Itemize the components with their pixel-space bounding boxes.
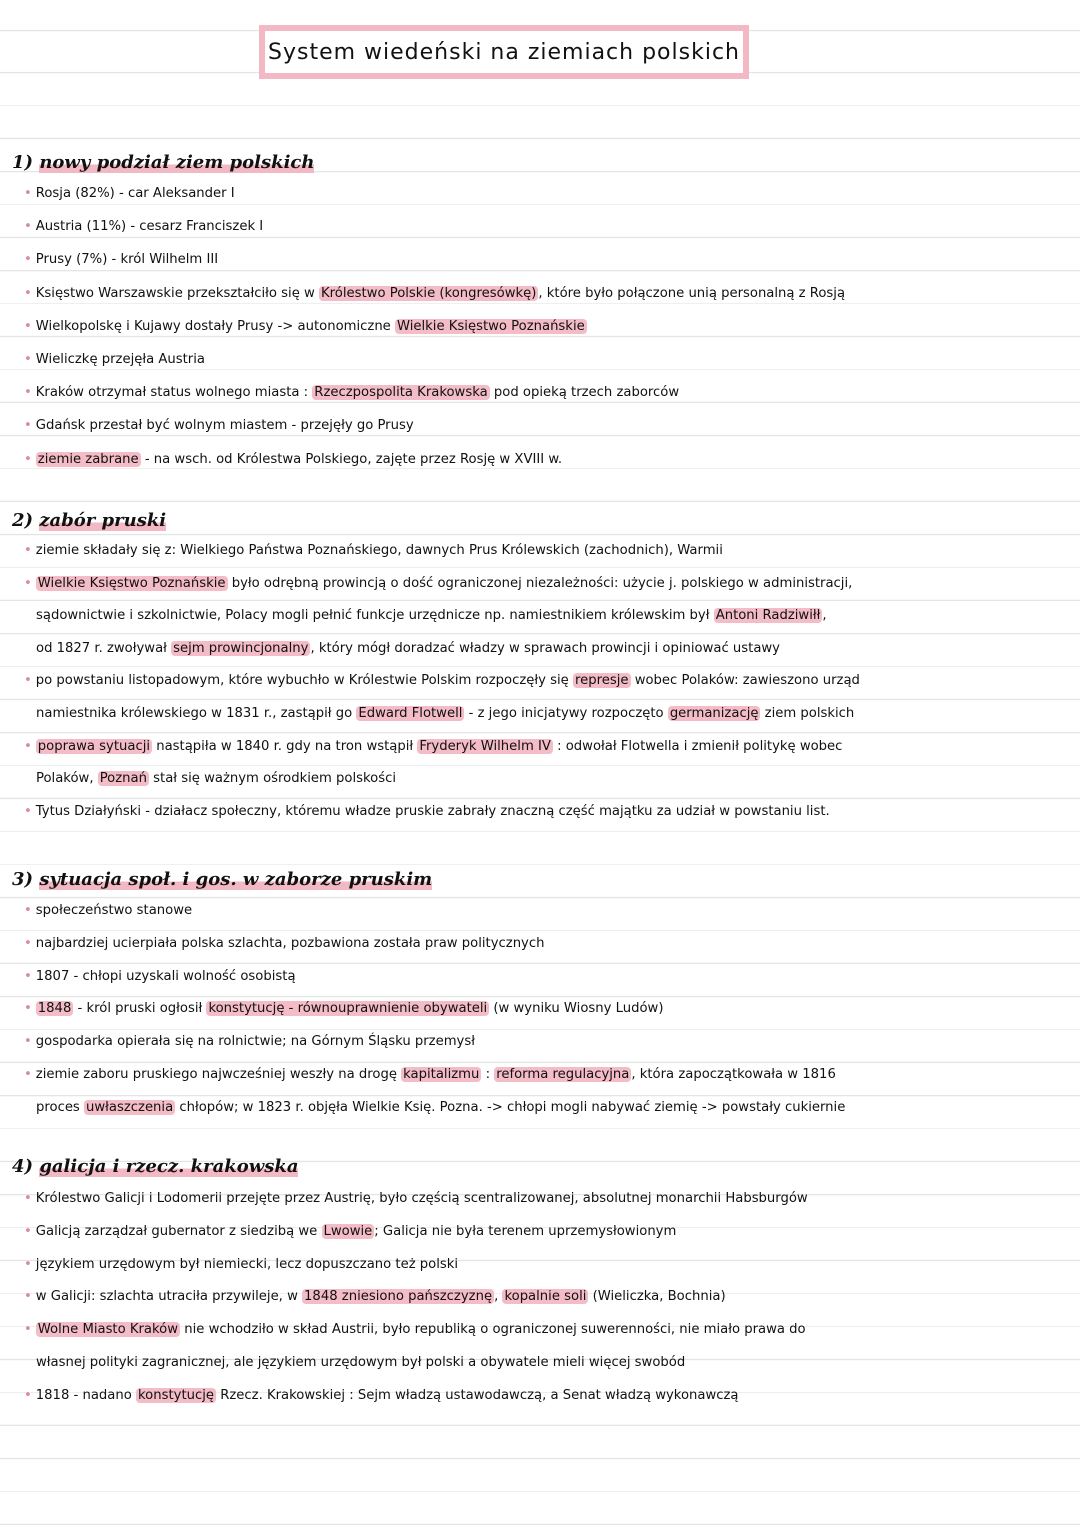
- line-text: stał się ważnym ośrodkiem polskości: [148, 771, 397, 786]
- bullet-icon: •: [24, 252, 32, 267]
- section-number: 2): [12, 510, 40, 531]
- line-text: nie wchodziło w skład Austrii, było republiką o ograniczonej suwerenności, nie miało prawa do: [180, 1322, 806, 1337]
- section-heading: [12, 152, 314, 173]
- line-text: Tytus Działyński - działacz społeczny, któremu władze pruskie zabrały znaczną część majątku za udział w powstaniu list.: [35, 804, 830, 819]
- bullet-icon: •: [24, 352, 32, 367]
- bullet-icon: •: [24, 1388, 32, 1403]
- note-line: [24, 934, 544, 954]
- highlighted-term: Wolne Miasto Kraków: [37, 1322, 179, 1337]
- bullet-icon: •: [24, 186, 32, 201]
- line-text: było odrębną prowincją o dość ograniczonej niezależności: użycie j. polskiego w administracji,: [227, 576, 853, 591]
- note-line: [24, 1189, 808, 1209]
- highlighted-term: reforma regulacyjna: [496, 1067, 630, 1082]
- highlighted-term: sejm prowincjonalny: [173, 641, 309, 656]
- note-line: [24, 1287, 726, 1307]
- note-line: [24, 1386, 739, 1406]
- note-line: [24, 450, 562, 470]
- line-text: proces: [36, 1100, 84, 1115]
- note-line: [24, 1032, 475, 1052]
- line-text: ,: [822, 608, 827, 623]
- note-line: [24, 383, 679, 403]
- line-text: sądownictwie i szkolnictwie, Polacy mogli pełnić funkcje urzędnicze np. namiestnikiem królewskim był: [36, 608, 714, 623]
- note-line: [36, 639, 780, 659]
- line-text: ziem polskich: [760, 706, 855, 721]
- line-text: 1818 - nadano: [35, 1388, 136, 1403]
- highlighted-term: Poznań: [99, 771, 147, 786]
- line-text: nastąpiła w 1840 r. gdy na tron wstąpił: [152, 739, 418, 754]
- line-text: (Wieliczka, Bochnia): [588, 1289, 726, 1304]
- line-text: Kraków otrzymał status wolnego miasta :: [35, 385, 313, 400]
- section-number: 3): [12, 869, 40, 890]
- note-line: [24, 1320, 806, 1340]
- note-line: [24, 671, 860, 691]
- line-text: Gdańsk przestał być wolnym miastem - przejęły go Prusy: [35, 418, 414, 433]
- line-text: Królestwo Galicji i Lodomerii przejęte przez Austrię, było częścią scentralizowanej, absolutnej monarchii Habsburgów: [35, 1191, 808, 1206]
- note-line: [36, 606, 827, 626]
- line-text: , które było połączone unią personalną z Rosją: [538, 286, 846, 301]
- line-text: Polaków,: [36, 771, 98, 786]
- section-number: 4): [12, 1156, 40, 1177]
- section-title: galicja i rzecz. krakowska: [39, 1156, 299, 1177]
- bullet-icon: •: [24, 1289, 32, 1304]
- note-line: [24, 217, 263, 237]
- line-text: , który mógł doradzać władzy w sprawach prowincji i opiniować ustawy: [310, 641, 780, 656]
- line-text: Rosja (82%) - car Aleksander I: [35, 186, 235, 201]
- note-line: [24, 1065, 836, 1085]
- bullet-icon: •: [24, 286, 32, 301]
- line-text: Galicją zarządzał gubernator z siedzibą we: [35, 1224, 322, 1239]
- bullet-icon: •: [24, 1034, 32, 1049]
- bullet-icon: •: [24, 576, 32, 591]
- highlighted-term: Edward Flotwell: [358, 706, 463, 721]
- highlighted-term: kopalnie soli: [504, 1289, 587, 1304]
- line-text: - król pruski ogłosił: [73, 1001, 207, 1016]
- note-line: [36, 1353, 685, 1373]
- highlighted-term: konstytucję: [138, 1388, 214, 1403]
- line-text: gospodarka opierała się na rolnictwie; na Górnym Śląsku przemysł: [35, 1034, 475, 1049]
- note-line: [24, 967, 296, 987]
- line-text: Wieliczkę przejęła Austria: [35, 352, 205, 367]
- line-text: najbardziej ucierpiała polska szlachta, pozbawiona została praw politycznych: [35, 936, 545, 951]
- page-title: System wiedeński na ziemiach polskich: [259, 25, 749, 79]
- line-text: wobec Polaków: zawieszono urząd: [630, 673, 860, 688]
- line-text: , która zapoczątkowała w 1816: [631, 1067, 836, 1082]
- note-line: [24, 901, 192, 921]
- line-text: ziemie składały się z: Wielkiego Państwa Poznańskiego, dawnych Prus Królewskich (zachodnich), Warmii: [35, 543, 723, 558]
- highlighted-term: Fryderyk Wilhelm IV: [419, 739, 551, 754]
- section-heading: [12, 869, 432, 890]
- bullet-icon: •: [24, 1191, 32, 1206]
- note-line: [24, 250, 218, 270]
- note-line: [24, 737, 842, 757]
- line-text: Wielkopolskę i Kujawy dostały Prusy -> autonomiczne: [35, 319, 395, 334]
- line-text: Prusy (7%) - król Wilhelm III: [35, 252, 219, 267]
- note-line: [24, 416, 414, 436]
- note-line: [36, 1098, 845, 1118]
- section-title: zabór pruski: [39, 510, 167, 531]
- bullet-icon: •: [24, 319, 32, 334]
- line-text: ziemie zaboru pruskiego najwcześniej weszły na drogę: [35, 1067, 402, 1082]
- line-text: językiem urzędowym był niemiecki, lecz dopuszczano też polski: [35, 1257, 459, 1272]
- highlighted-term: Rzeczpospolita Krakowska: [314, 385, 488, 400]
- note-line: [36, 704, 854, 724]
- note-line: [24, 541, 723, 561]
- line-text: od 1827 r. zwoływał: [36, 641, 172, 656]
- note-line: [24, 999, 663, 1019]
- highlighted-term: Wielkie Księstwo Poznańskie: [37, 576, 226, 591]
- note-line: [24, 1222, 676, 1242]
- line-text: Rzecz. Krakowskiej : Sejm władzą ustawodawczą, a Senat władzą wykonawczą: [216, 1388, 739, 1403]
- note-line: [24, 350, 205, 370]
- note-line: [24, 574, 852, 594]
- line-text: - na wsch. od Królestwa Polskiego, zajęte przez Rosję w XVIII w.: [140, 452, 563, 467]
- highlighted-term: uwłaszczenia: [86, 1100, 174, 1115]
- highlighted-term: Antoni Radziwiłł: [715, 608, 821, 623]
- line-text: :: [481, 1067, 495, 1082]
- line-text: Austria (11%) - cesarz Franciszek I: [35, 219, 264, 234]
- bullet-icon: •: [24, 739, 32, 754]
- bullet-icon: •: [24, 1322, 32, 1337]
- bullet-icon: •: [24, 903, 32, 918]
- line-text: społeczeństwo stanowe: [35, 903, 193, 918]
- line-text: (w wyniku Wiosny Ludów): [489, 1001, 664, 1016]
- line-text: - z jego inicjatywy rozpoczęto: [464, 706, 668, 721]
- bullet-icon: •: [24, 219, 32, 234]
- highlighted-term: konstytucję - równouprawnienie obywateli: [208, 1001, 488, 1016]
- line-text: Księstwo Warszawskie przekształciło się w: [35, 286, 319, 301]
- bullet-icon: •: [24, 1067, 32, 1082]
- highlighted-term: germanizację: [669, 706, 759, 721]
- bullet-icon: •: [24, 385, 32, 400]
- section-heading: [12, 510, 166, 531]
- note-line: [24, 1255, 458, 1275]
- bullet-icon: •: [24, 1224, 32, 1239]
- bullet-icon: •: [24, 1257, 32, 1272]
- line-text: w Galicji: szlachta utraciła przywileje, w: [35, 1289, 303, 1304]
- highlighted-term: 1848 zniesiono pańszczyznę: [304, 1289, 493, 1304]
- highlighted-term: Wielkie Księstwo Poznańskie: [396, 319, 585, 334]
- note-line: [24, 802, 830, 822]
- highlighted-term: Lwowie: [323, 1224, 373, 1239]
- bullet-icon: •: [24, 418, 32, 433]
- section-number: 1): [12, 152, 40, 173]
- line-text: własnej polityki zagranicznej, ale językiem urzędowym był polski a obywatele mieli więcej swobód: [36, 1355, 686, 1370]
- highlighted-term: ziemie zabrane: [37, 452, 139, 467]
- note-line: [24, 284, 845, 304]
- highlighted-term: kapitalizmu: [403, 1067, 480, 1082]
- note-line: [24, 317, 587, 337]
- bullet-icon: •: [24, 936, 32, 951]
- bullet-icon: •: [24, 543, 32, 558]
- highlighted-term: Królestwo Polskie (kongresówkę): [321, 286, 537, 301]
- bullet-icon: •: [24, 452, 32, 467]
- highlighted-term: represje: [574, 673, 629, 688]
- highlighted-term: poprawa sytuacji: [37, 739, 151, 754]
- line-text: pod opieką trzech zaborców: [489, 385, 680, 400]
- line-text: chłopów; w 1823 r. objęła Wielkie Księ. Pozna. -> chłopi mogli nabywać ziemię -> powstały cukiernie: [175, 1100, 846, 1115]
- bullet-icon: •: [24, 1001, 32, 1016]
- line-text: ; Galicja nie była terenem uprzemysłowionym: [374, 1224, 677, 1239]
- section-title: sytuacja społ. i gos. w zaborze pruskim: [39, 869, 433, 890]
- line-text: po powstaniu listopadowym, które wybuchło w Królestwie Polskim rozpoczęły się: [35, 673, 573, 688]
- note-line: [24, 184, 235, 204]
- bullet-icon: •: [24, 969, 32, 984]
- line-text: namiestnika królewskiego w 1831 r., zastąpił go: [36, 706, 357, 721]
- section-title: nowy podział ziem polskich: [39, 152, 315, 173]
- bullet-icon: •: [24, 804, 32, 819]
- highlighted-term: 1848: [37, 1001, 72, 1016]
- line-text: : odwołał Flotwella i zmienił politykę wobec: [552, 739, 843, 754]
- line-text: ,: [494, 1289, 503, 1304]
- bullet-icon: •: [24, 673, 32, 688]
- section-heading: [12, 1156, 298, 1177]
- line-text: 1807 - chłopi uzyskali wolność osobistą: [35, 969, 296, 984]
- note-line: [36, 769, 396, 789]
